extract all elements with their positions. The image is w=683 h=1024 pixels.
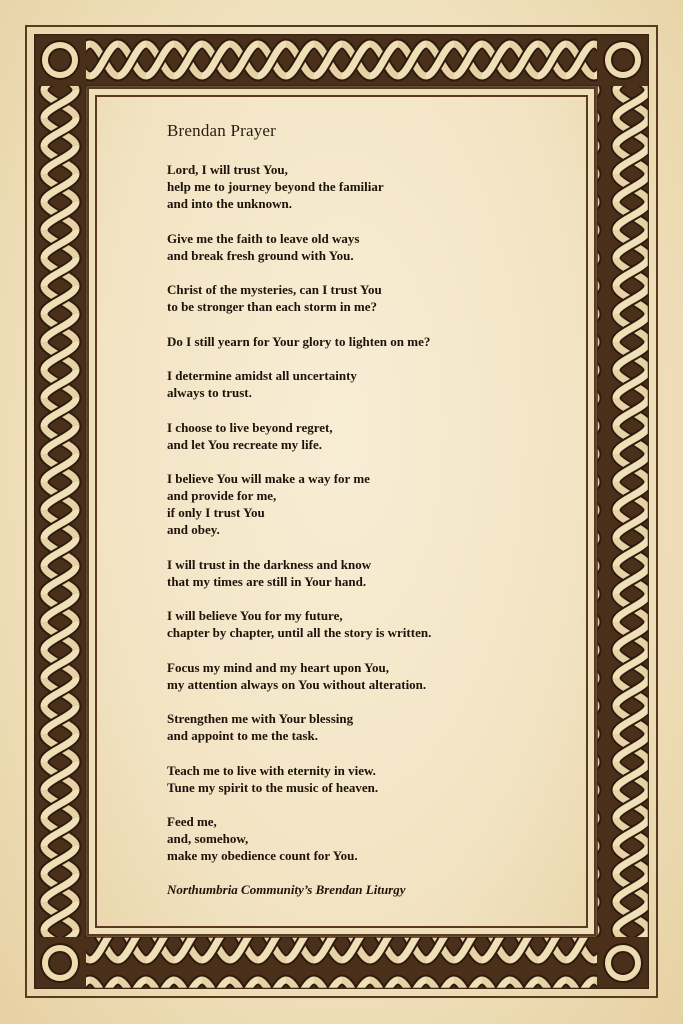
prayer-content (167, 121, 567, 898)
stanza-line: and, somehow, (167, 831, 249, 846)
stanza (167, 281, 567, 315)
stanza-line: and provide for me, (167, 488, 277, 503)
stanza-line: and let You recreate my life. (167, 436, 322, 452)
stanza-line: Focus my mind and my heart upon You, (167, 659, 390, 675)
prayer-stanzas (167, 161, 567, 864)
stanza-line: help me to journey beyond the familiar (167, 179, 384, 194)
stanza-line: I will trust in the darkness and know (167, 556, 372, 572)
stanza (167, 813, 567, 864)
stanza-line: chapter by chapter, until all the story is written. (167, 625, 432, 640)
stanza-line: Feed me, (167, 814, 217, 829)
stanza-line: that my times are still in Your hand. (167, 573, 367, 589)
page-title: Brendan Prayer (167, 121, 277, 140)
stanza (167, 230, 567, 264)
stanza-line: and obey. (167, 522, 220, 537)
stanza-line: and appoint to me the task. (167, 728, 318, 743)
stanza (167, 659, 567, 693)
stanza-line: Strengthen me with Your blessing (167, 711, 354, 726)
stanza (167, 470, 567, 538)
stanza-line: if only I trust You (167, 505, 265, 520)
stanza-line: Do I still yearn for Your glory to lighten on me? (167, 333, 431, 349)
stanza (167, 161, 567, 212)
stanza-line: Christ of the mysteries, can I trust You (167, 282, 382, 297)
stanza-line: my attention always on You without alteration. (167, 676, 427, 692)
stanza-line: Give me the faith to leave old ways (167, 230, 360, 246)
stanza (167, 367, 567, 401)
stanza-line: I choose to live beyond regret, (167, 419, 333, 435)
stanza (167, 419, 567, 453)
stanza-line: always to trust. (167, 385, 252, 400)
stanza-line: I believe You will make a way for me (167, 471, 370, 486)
stanza-line: Teach me to live with eternity in view. (167, 762, 376, 778)
stanza-line: I will believe You for my future, (167, 608, 343, 623)
stanza-line: make my obedience count for You. (167, 848, 358, 863)
stanza-line: I determine amidst all uncertainty (167, 368, 357, 383)
stanza (167, 607, 567, 641)
attribution: Northumbria Community’s Brendan Liturgy (167, 881, 406, 897)
stanza (167, 556, 567, 590)
stanza-line: Lord, I will trust You, (167, 162, 288, 177)
stanza-line: to be stronger than each storm in me? (167, 299, 378, 314)
stanza (167, 762, 567, 796)
stanza (167, 333, 567, 350)
stanza (167, 710, 567, 744)
stanza-line: and into the unknown. (167, 196, 292, 211)
stanza-line: and break fresh ground with You. (167, 247, 354, 263)
stanza-line: Tune my spirit to the music of heaven. (167, 779, 379, 795)
